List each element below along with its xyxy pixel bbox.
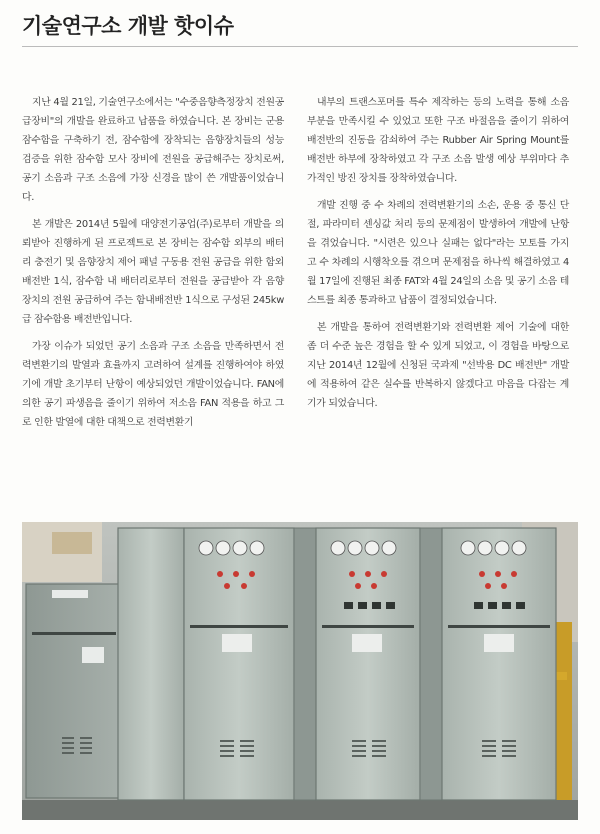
- article-column-left: [22, 93, 284, 440]
- paragraph: 내부의 트랜스포머를 특수 제작하는 등의 노력을 통해 소음 부분을 만족시킬 수 있었고 또한 구조 바절음을 줄이기 위하여 배전반의 진동을 감쇠하여 주는 Rubber Air Spring Mount를 배전반 하부에 장착하였고 각 구조 소음 발생 예상 부위마다 추가적인 방진 장치를 장착하였습니다.: [307, 97, 569, 184]
- switchboard-photo: [22, 522, 578, 820]
- paragraph: 개발 진행 중 수 차례의 전력변환기의 소손, 운용 중 통신 단절, 파라미터 센싱값 처리 등의 문제점이 발생하여 개발에 난항을 겪었습니다. "시련은 있으나 실패는 없다"라는 모토를 가지고 수 차례의 시행착오를 겪으며 문제점을 하나씩 해결하였고 4월 17일에 진행된 최종 FAT와 4월 24일의 소음 및 공기 소음 테스트를 최종 통과하고 납품이 결정되었습니다.: [307, 200, 569, 306]
- article-column-right: [307, 93, 569, 421]
- title-divider: [22, 46, 578, 47]
- page-title: 기술연구소 개발 핫이슈: [22, 14, 234, 38]
- paragraph: 본 개발은 2014년 5월에 대양전기공업(주)로부터 개발을 의뢰받아 진행하게 된 프로젝트로 본 장비는 잠수함 외부의 배터리 충전기 및 음향장치 제어 패널 구동용 전원 공급을 위한 함외배전반 1식, 잠수함 내 배터리로부터 전원을 공급받아 각 음향장치의 전원 공급하여 주는 함내배전반 1식으로 구성된 245kw급 잠수함용 배전반입니다.: [22, 219, 284, 325]
- paragraph: 본 개발을 통하여 전력변환기와 전력변환 제어 기술에 대한 좀 더 수준 높은 경험을 할 수 있게 되었고, 이 경험을 바탕으로 지난 2014년 12월에 신청된 국과제 "선박용 DC 배전반" 개발에 적용하여 같은 실수를 반복하지 않겠다고 마음을 다잡는 계기가 되었습니다.: [307, 322, 569, 409]
- paragraph: 지난 4월 21일, 기술연구소에서는 "수중음향측정장치 전원공급장비"의 개발을 완료하고 납품을 하였습니다. 본 장비는 군용 잠수함을 구축하기 전, 잠수함에 장착되는 음향장치들의 성능 검증을 위한 잠수함 모사 장비에 전원을 공급해주는 장치로써, 공기 소음과 구조 소음에 가장 신경을 많이 쓴 개발품이었습니다.: [22, 97, 284, 203]
- paragraph: 가장 이슈가 되었던 공기 소음과 구조 소음을 만족하면서 전력변환기의 발열과 효율까지 고려하여 설계를 진행하여야 하였기에 개발 초기부터 난항이 예상되었던 개발이었습니다. FAN에 의한 공기 파생음을 줄이기 위하여 저소음 FAN 적용을 하고 그로 인한 발열에 대한 대책으로 전력변환기: [22, 341, 284, 428]
